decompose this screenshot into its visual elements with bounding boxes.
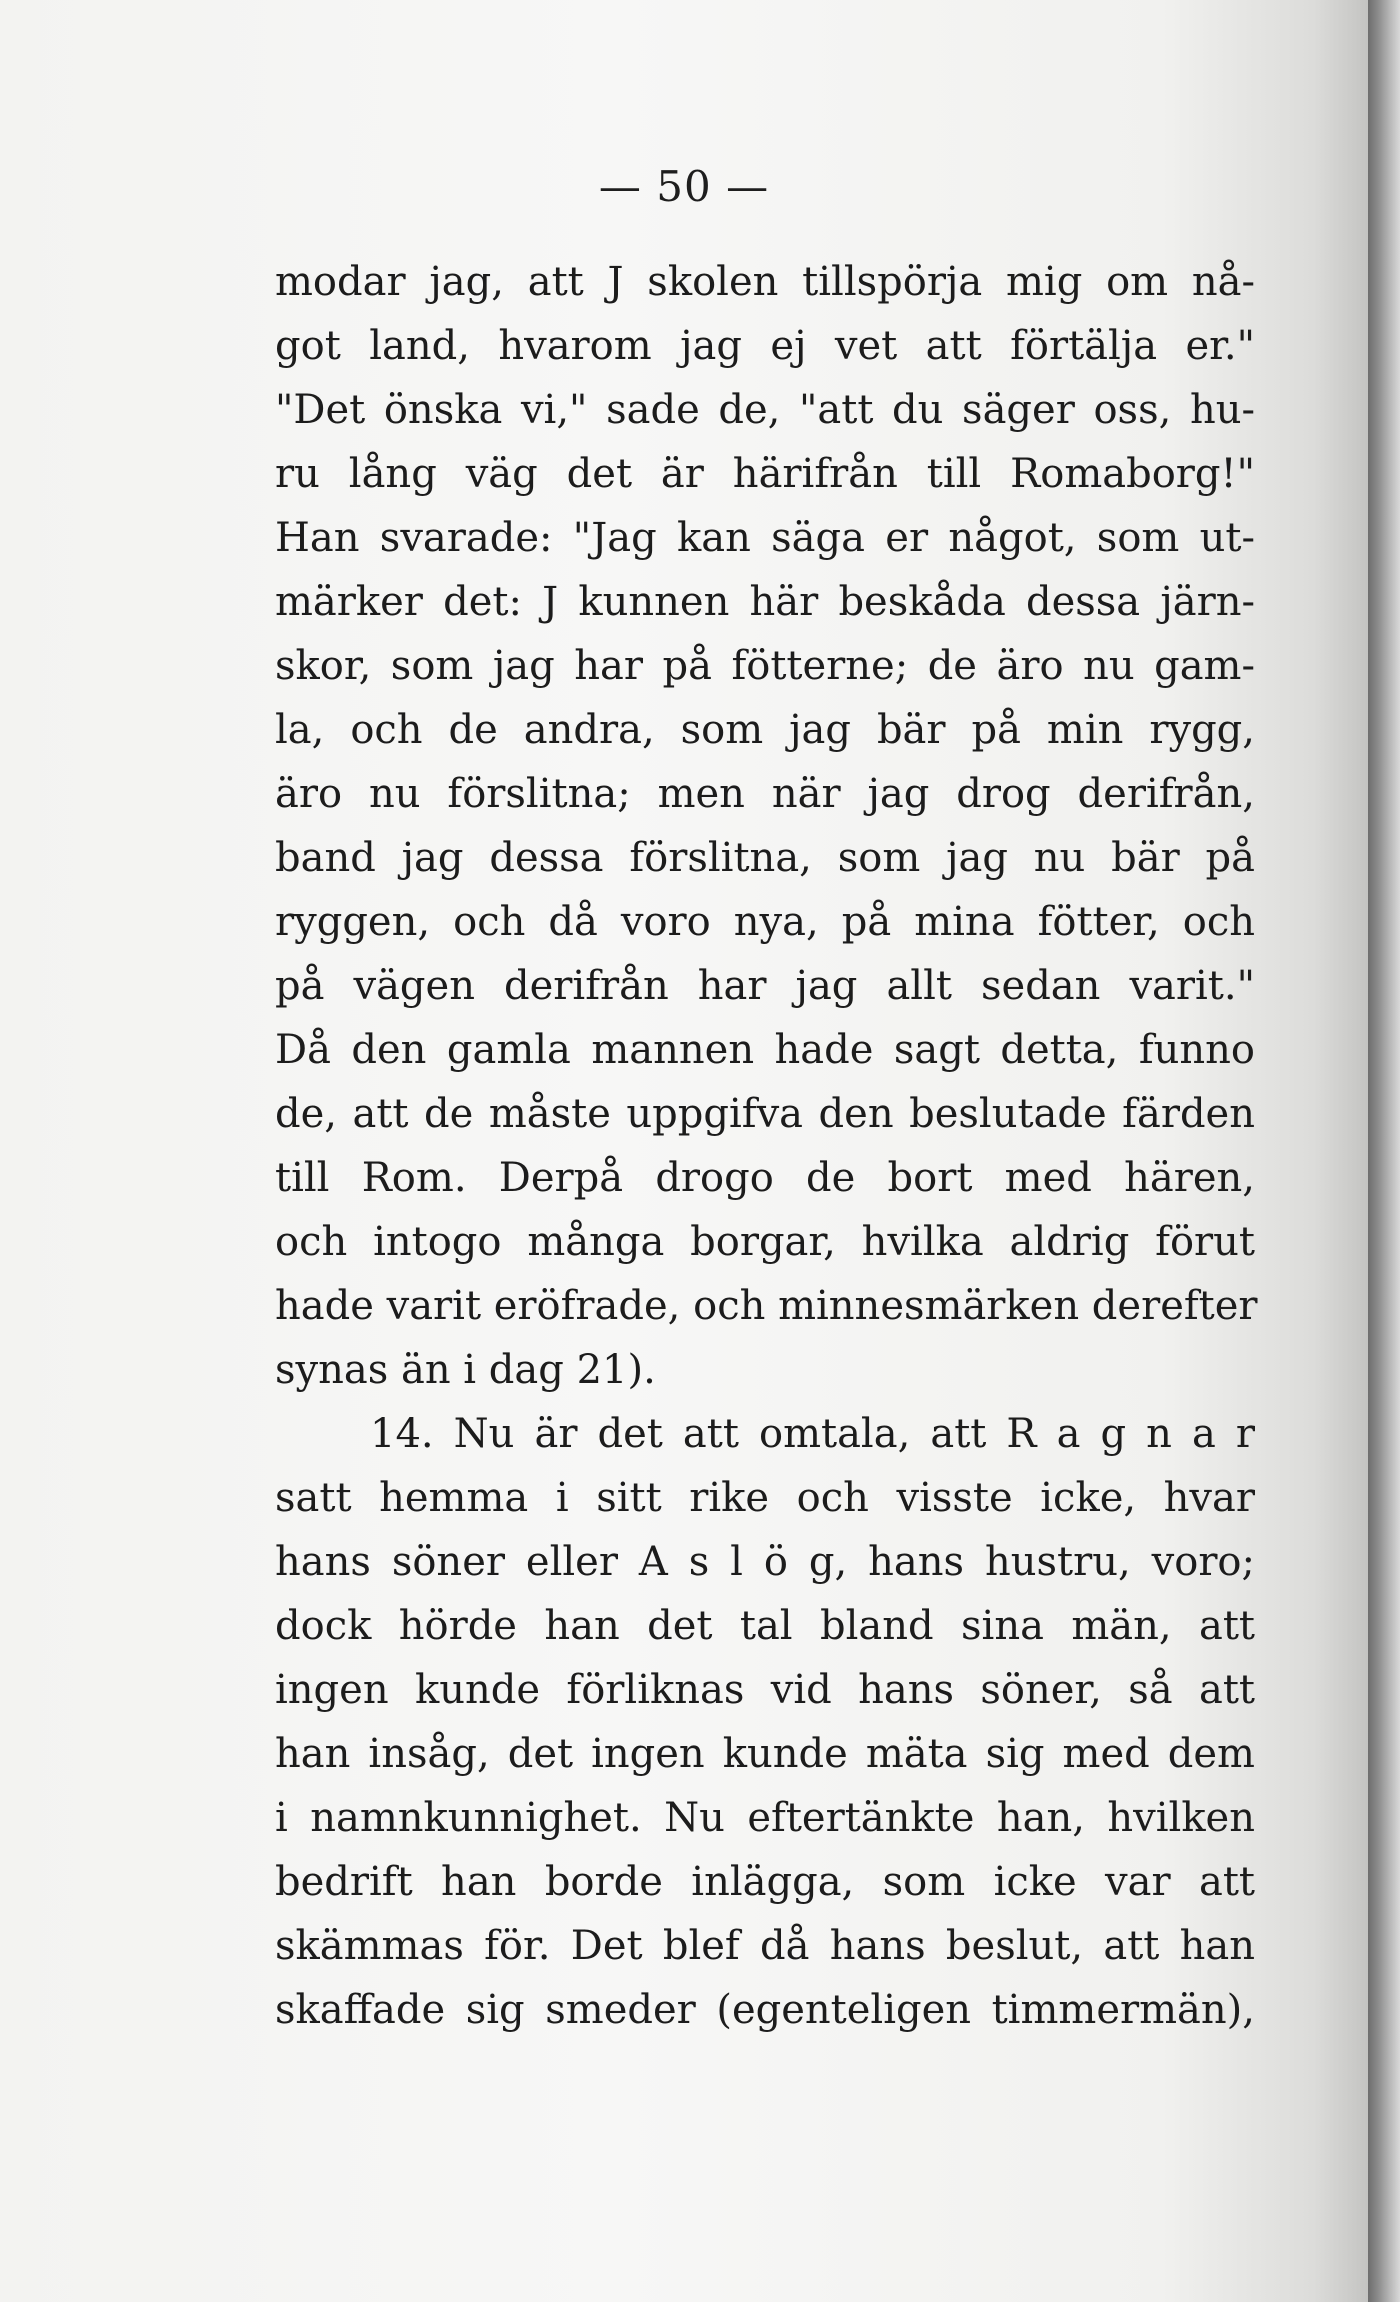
text-line: "Det önska vi," sade de, "att du säger oss, hu- bbox=[275, 387, 1255, 433]
text-line: de, att de måste uppgifva den beslutade färden bbox=[275, 1091, 1255, 1137]
page-number: — 50 — bbox=[598, 162, 770, 211]
text-line: äro nu förslitna; men när jag drog derifrån, bbox=[275, 771, 1255, 817]
text-line: ru lång väg det är härifrån till Romaborg!" bbox=[275, 451, 1255, 497]
text-line: skor, som jag har på fötterne; de äro nu gam- bbox=[275, 643, 1255, 689]
text-line: på vägen derifrån har jag allt sedan varit." bbox=[275, 963, 1255, 1009]
text-line: Då den gamla mannen hade sagt detta, funno bbox=[275, 1027, 1255, 1073]
text-line: han insåg, det ingen kunde mäta sig med dem bbox=[275, 1731, 1255, 1777]
text-line: märker det: J kunnen här beskåda dessa järn- bbox=[275, 579, 1255, 625]
text-line: skaffade sig smeder (egenteligen timmermän), bbox=[275, 1987, 1255, 2033]
text-line: ryggen, och då voro nya, på mina fötter, och bbox=[275, 899, 1255, 945]
paragraph-start-line: 14. Nu är det att omtala, att R a g n a r bbox=[370, 1411, 1255, 1457]
text-line: hans söner eller A s l ö g, hans hustru, voro; bbox=[275, 1539, 1255, 1585]
text-line: dock hörde han det tal bland sina män, att bbox=[275, 1603, 1255, 1649]
text-line: la, och de andra, som jag bär på min rygg, bbox=[275, 707, 1255, 753]
text-line: till Rom. Derpå drogo de bort med hären, bbox=[275, 1155, 1255, 1201]
text-line: got land, hvarom jag ej vet att förtälja er." bbox=[275, 323, 1255, 369]
text-line: hade varit eröfrade, och minnesmärken derefter bbox=[275, 1283, 1258, 1329]
page-edge-shadow bbox=[1368, 0, 1400, 2302]
text-line: Han svarade: "Jag kan säga er något, som ut- bbox=[275, 515, 1255, 561]
text-line: skämmas för. Det blef då hans beslut, att han bbox=[275, 1923, 1255, 1969]
text-line: satt hemma i sitt rike och visste icke, hvar bbox=[275, 1475, 1255, 1521]
text-line: modar jag, att J skolen tillspörja mig om nå- bbox=[275, 259, 1255, 305]
text-line: band jag dessa förslitna, som jag nu bär på bbox=[275, 835, 1255, 881]
text-line: synas än i dag 21). bbox=[275, 1347, 656, 1393]
text-line: bedrift han borde inlägga, som icke var att bbox=[275, 1859, 1255, 1905]
text-line: ingen kunde förliknas vid hans söner, så att bbox=[275, 1667, 1255, 1713]
text-line: i namnkunnighet. Nu eftertänkte han, hvilken bbox=[275, 1795, 1255, 1841]
text-line: och intogo många borgar, hvilka aldrig förut bbox=[275, 1219, 1255, 1265]
